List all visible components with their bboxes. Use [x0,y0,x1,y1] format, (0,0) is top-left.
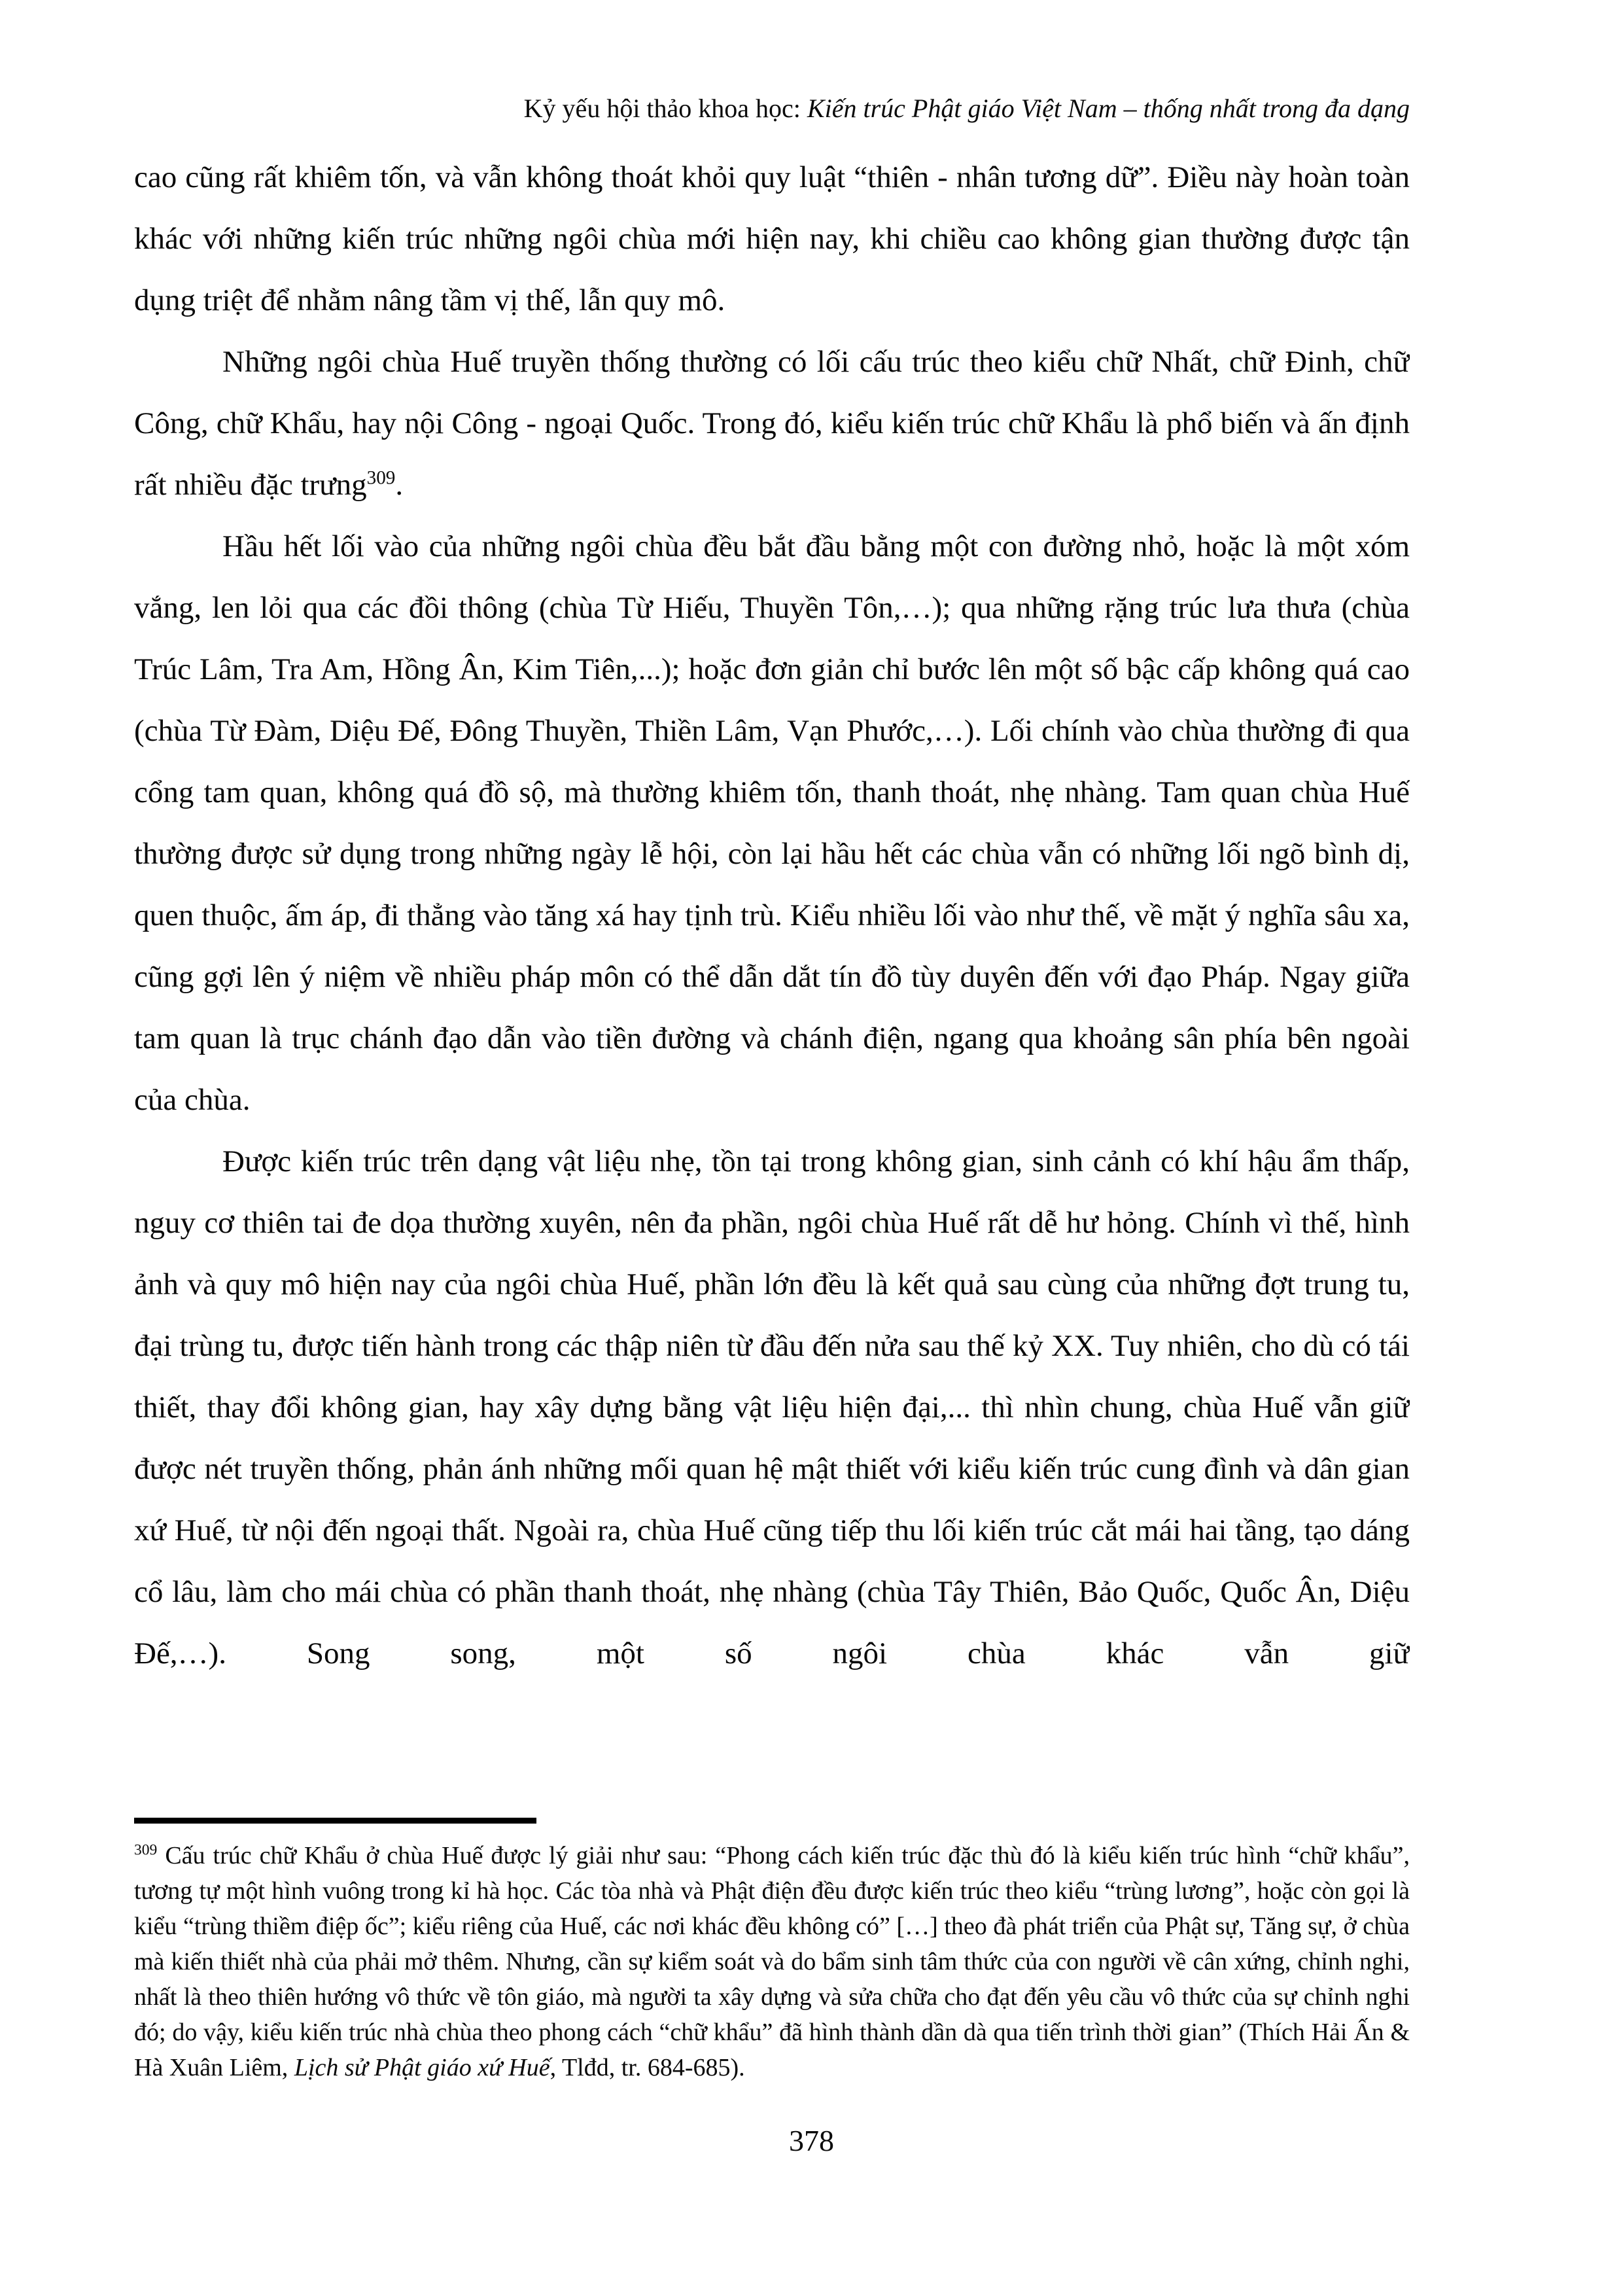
text-segment: cao cũng rất khiêm tốn, và vẫn không thoát khỏi quy luật “thiên - nhân tương dữ”. Điều này hoàn toàn khác với những kiến trúc những ngôi chùa mới hiện nay, khi chiều cao không gian thường được tận dụng triệt để nhằm nâng tầm vị thế, lẫn quy mô. [134,160,1410,317]
footnote-ref: 309 [366,467,396,489]
text-segment: Lịch sử Phật giáo xứ Huế [294,2054,550,2081]
text-segment: Hầu hết lối vào của những ngôi chùa đều bắt đầu bằng một con đường nhỏ, hoặc là một xóm vắng, len lỏi qua các đồi thông (chùa Từ Hiếu, Thuyền Tôn,…); qua những rặng trúc lưa thưa (chùa Trúc Lâm, Tra Am, Hồng Ân, Kim Tiên,...); hoặc đơn giản chỉ bước lên một số bậc cấp không quá cao (chùa Từ Đàm, Diệu Đế, Đông Thuyền, Thiền Lâm, Vạn Phước,…). Lối chính vào chùa thường đi qua cổng tam quan, không quá đồ sộ, mà thường khiêm tốn, thanh thoát, nhẹ nhàng. Tam quan chùa Huế thường được sử dụng trong những ngày lễ hội, còn lại hầu hết các chùa vẫn có những lối ngõ bình dị, quen thuộc, ấm áp, đi thẳng vào tăng xá hay tịnh trù. Kiểu nhiều lối vào như thế, về mặt ý nghĩa sâu xa, cũng gợi lên ý niệm về nhiều pháp môn có thể dẫn dắt tín đồ tùy duyên đến với đạo Pháp. Ngay giữa tam quan là trục chánh đạo dẫn vào tiền đường và chánh điện, ngang qua khoảng sân phía bên ngoài của chùa. [134,529,1410,1117]
text-segment: . [395,468,404,502]
paragraph-2 [134,331,1410,516]
footnote-ref: 309 [134,1841,158,1859]
body-text [134,147,1410,1816]
paragraph-1 [134,147,1410,331]
running-header [134,92,1410,126]
text-segment: Kỷ yếu hội thảo khoa học: [523,94,807,123]
text-segment: Kiến trúc Phật giáo Việt Nam – thống nhất trong đa dạng [807,94,1410,123]
text-segment: Được kiến trúc trên dạng vật liệu nhẹ, tồn tại trong không gian, sinh cảnh có khí hậu ẩm thấp, nguy cơ thiên tai đe dọa thường xuyên, nên đa phần, ngôi chùa Huế rất dễ hư hỏng. Chính vì thế, hình ảnh và quy mô hiện nay của ngôi chùa Huế, phần lớn đều là kết quả sau cùng của những đợt trung tu, đại trùng tu, được tiến hành trong các thập niên từ đầu đến nửa sau thế kỷ XX. Tuy nhiên, cho dù có tái thiết, thay đổi không gian, hay xây dựng bằng vật liệu hiện đại,... thì nhìn chung, chùa Huế vẫn giữ được nét truyền thống, phản ánh những mối quan hệ mật thiết với kiểu kiến trúc cung đình và dân gian xứ Huế, từ nội đến ngoại thất. Ngoài ra, chùa Huế cũng tiếp thu lối kiến trúc cắt mái hai tầng, tạo dáng cổ lâu, làm cho mái chùa có phần thanh thoát, nhẹ nhàng (chùa Tây Thiên, Bảo Quốc, Quốc Ân, Diệu Đế,…). Song song, một số ngôi chùa khác vẫn giữ [134,1144,1410,1670]
footnote-309 [134,1838,1410,2085]
paragraph-4 [134,1131,1410,1684]
footnote-block [134,1818,1410,2085]
page-number: 378 [789,2124,834,2157]
text-segment: Cấu trúc chữ Khẩu ở chùa Huế được lý giải như sau: “Phong cách kiến trúc đặc thù đó là kiểu kiến trúc hình “chữ khẩu”, tương tự một hình vuông trong kỉ hà học. Các tòa nhà và Phật điện đều được kiến trúc theo kiểu “trùng lương”, hoặc còn gọi là kiểu “trùng thiềm điệp ốc”; kiểu riêng của Huế, các nơi khác đều không có” […] theo đà phát triển của Phật sự, Tăng sự, ở chùa mà kiến thiết nhà của phải mở thêm. Nhưng, cần sự kiểm soát và do bẩm sinh tâm thức của con người về cân xứng, chỉnh nghi, nhất là theo thiên hướng vô thức về tôn giáo, mà người ta xây dựng và sửa chữa cho đạt đến yêu cầu vô thức của sự chỉnh nghi đó; do vậy, kiểu kiến trúc nhà chùa theo phong cách “chữ khẩu” đã hình thành dần dà qua tiến trình thời gian” (Thích Hải Ấn & Hà Xuân Liêm, [134,1842,1410,2081]
paragraph-3 [134,516,1410,1131]
text-segment: Những ngôi chùa Huế truyền thống thường có lối cấu trúc theo kiểu chữ Nhất, chữ Đinh, chữ Công, chữ Khẩu, hay nội Công - ngoại Quốc. Trong đó, kiểu kiến trúc chữ Khẩu là phổ biến và ấn định rất nhiều đặc trưng [134,345,1410,502]
footnote-separator [134,1818,536,1824]
text-segment: , Tlđd, tr. 684-685). [550,2054,745,2081]
